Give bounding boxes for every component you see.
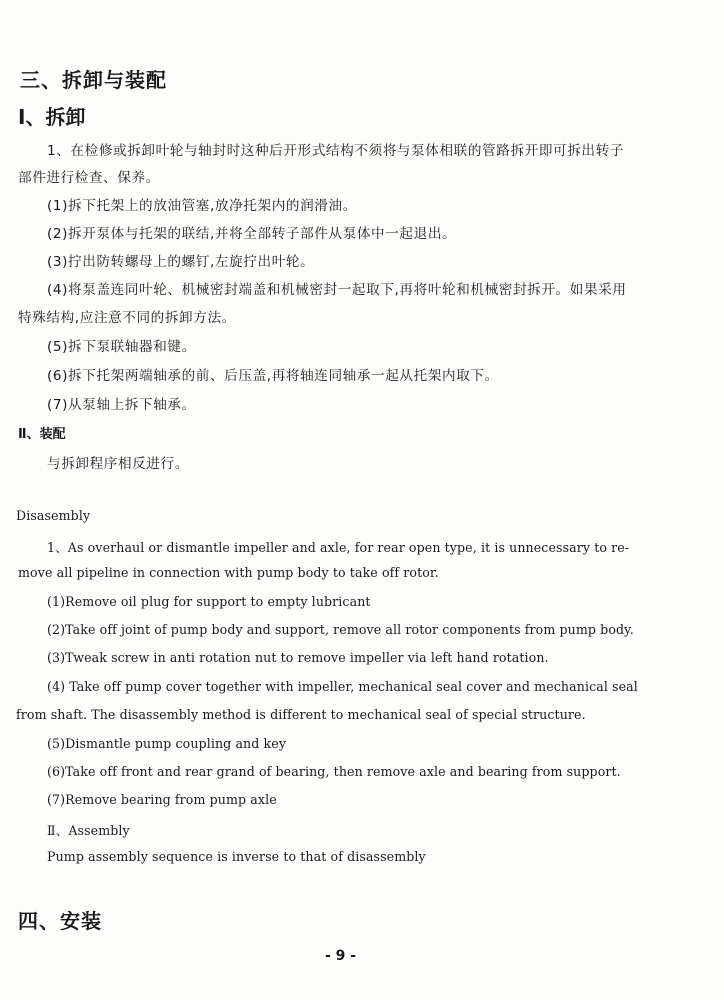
en-assembly-text: Pump assembly sequence is inverse to that of disassembly (47, 849, 426, 864)
en-step-4-line-2: from shaft. The disassembly method is different to mechanical seal of special structure. (16, 707, 586, 722)
en-paragraph-1-line-1: 1、As overhaul or dismantle impeller and axle, for rear open type, it is unnecessary to re- (47, 540, 630, 555)
en-step-3: (3)Tweak screw in anti rotation nut to remove impeller via left hand rotation. (47, 650, 549, 665)
cn-step-7: (7)从泵轴上拆下轴承。 (47, 397, 196, 413)
section-heading-three: 三、拆卸与装配 (20, 68, 167, 92)
cn-paragraph-1-line-2: 部件进行检查、保养。 (18, 170, 160, 186)
page-number: - 9 - (325, 948, 357, 964)
en-step-5: (5)Dismantle pump coupling and key (47, 736, 287, 751)
subheading-disassembly: Ⅰ、拆卸 (18, 105, 86, 129)
subheading-assembly: Ⅱ、装配 (18, 427, 66, 442)
cn-assembly-text: 与拆卸程序相反进行。 (47, 456, 189, 472)
en-paragraph-1-line-2: move all pipeline in connection with pump body to take off rotor. (18, 565, 439, 580)
section-heading-four: 四、安装 (18, 909, 102, 933)
cn-step-3: (3)拧出防转螺母上的螺钉,左旋拧出叶轮。 (47, 254, 315, 270)
cn-step-1: (1)拆下托架上的放油管塞,放净托架内的润滑油。 (47, 198, 357, 214)
en-step-1: (1)Remove oil plug for support to empty lubricant (47, 594, 371, 609)
cn-step-5: (5)拆下泵联轴器和键。 (47, 339, 196, 355)
cn-step-4-line-1: (4)将泵盖连同叶轮、机械密封端盖和机械密封一起取下,再将叶轮和机械密封拆开。如果采用 (47, 282, 627, 298)
cn-paragraph-1-line-1: 1、在检修或拆卸叶轮与轴封时这种后开形式结构不须将与泵体相联的管路拆开即可拆出转子 (47, 143, 624, 159)
cn-step-2: (2)拆开泵体与托架的联结,并将全部转子部件从泵体中一起退出。 (47, 226, 457, 242)
en-subheading-assembly: Ⅱ、Assembly (47, 823, 130, 838)
cn-step-6: (6)拆下托架两端轴承的前、后压盖,再将轴连同轴承一起从托架内取下。 (47, 368, 499, 384)
cn-step-4-line-2: 特殊结构,应注意不同的拆卸方法。 (18, 310, 236, 326)
en-step-4-line-1: (4) Take off pump cover together with impeller, mechanical seal cover and mechanical seal (47, 679, 638, 694)
en-step-6: (6)Take off front and rear grand of bearing, then remove axle and bearing from support. (47, 764, 621, 779)
en-step-7: (7)Remove bearing from pump axle (47, 792, 277, 807)
en-title-disasembly: Disasembly (16, 508, 91, 523)
en-step-2: (2)Take off joint of pump body and support, remove all rotor components from pump body. (47, 622, 634, 637)
